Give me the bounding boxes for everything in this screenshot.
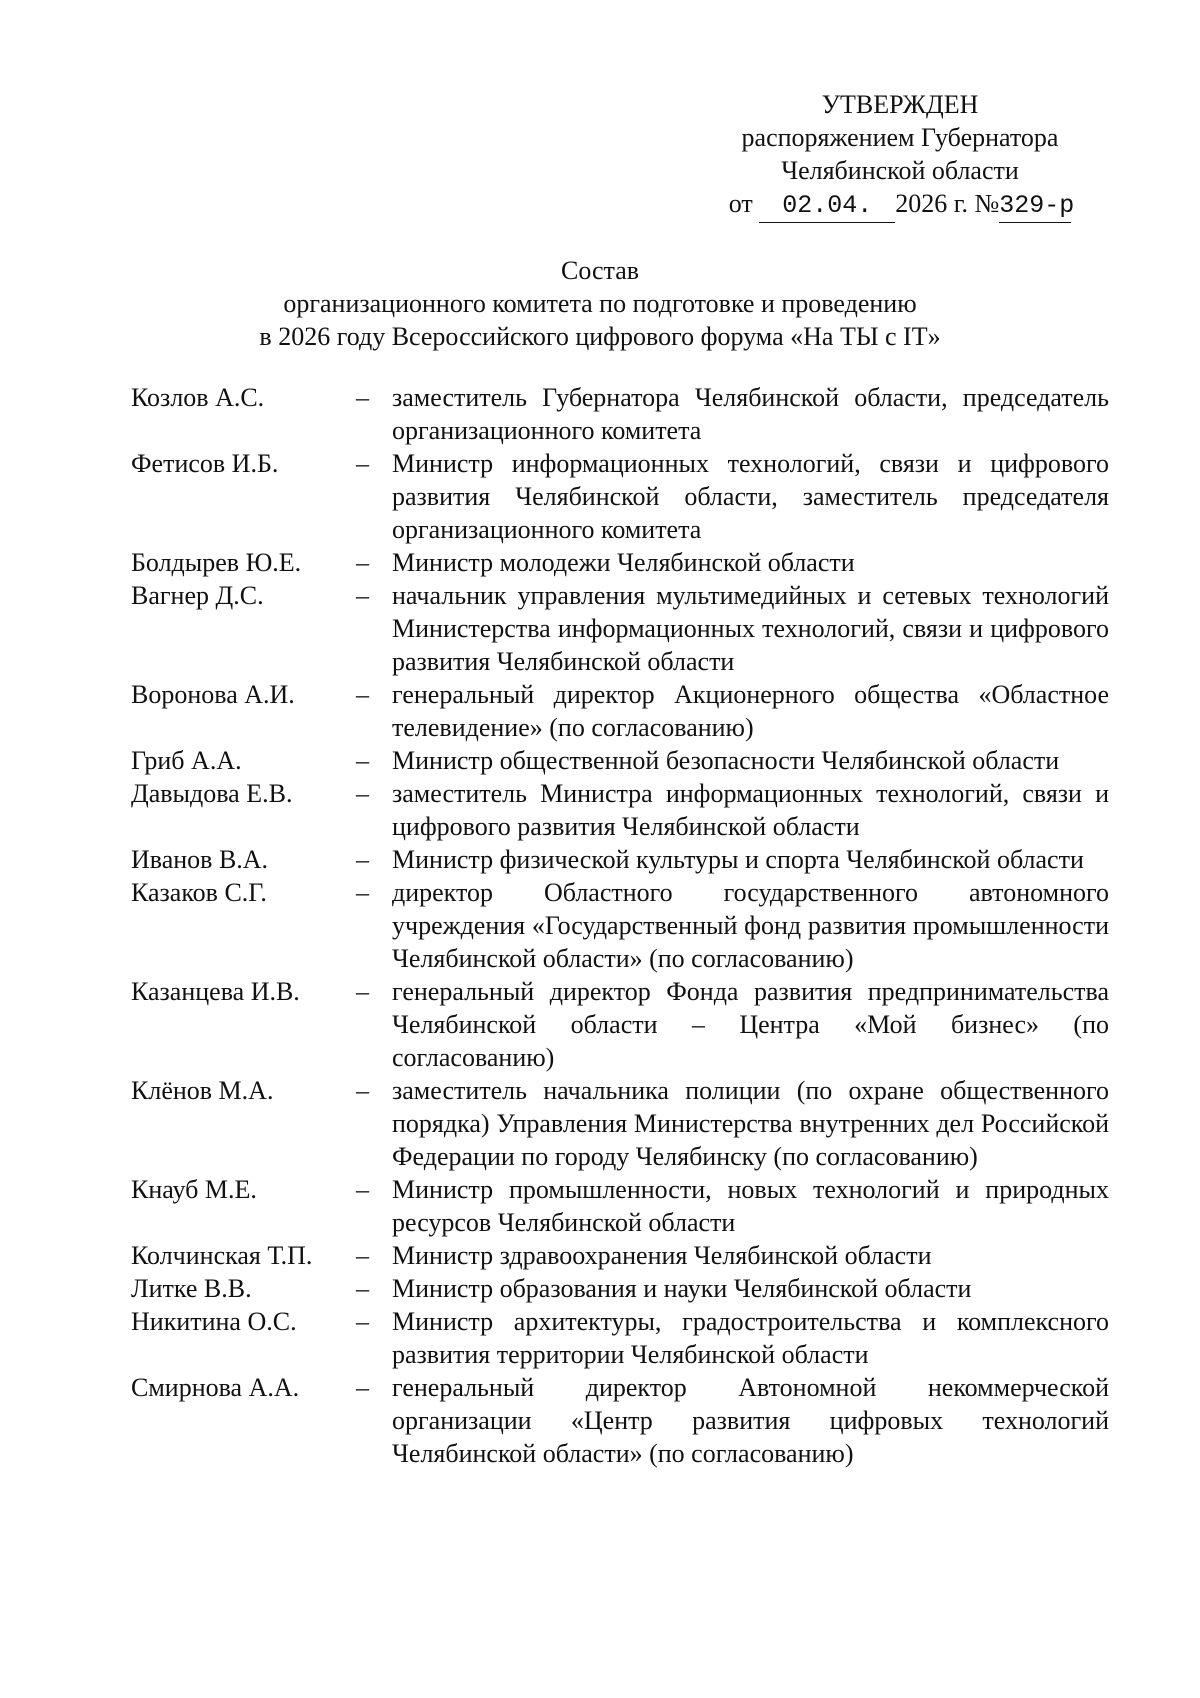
date-prefix: от [728,189,753,218]
member-row [131,1305,1109,1371]
member-row [131,1239,1109,1272]
member-dash: – [356,581,369,610]
approval-region: Челябинской области [781,156,1019,185]
member-row [131,777,1109,843]
member-name: Давыдова Е.В. [131,779,293,808]
member-role: генеральный директор Автономной некоммерческой организации «Центр развития цифровых технологий Челябинской области» (по согласованию) [392,1373,1109,1468]
member-dash: – [356,1241,369,1270]
approval-number: 329-р [999,189,1071,223]
member-name: Клёнов М.А. [131,1076,274,1105]
member-dash: – [356,1076,369,1105]
member-role: Министр промышленности, новых технологий и природных ресурсов Челябинской области [392,1175,1109,1237]
member-role: начальник управления мультимедийных и сетевых технологий Министерства информационных технологий, связи и цифрового развития Челябинской области [392,581,1109,676]
member-dash: – [356,845,369,874]
approval-authority: распоряжением Губернатора [741,123,1059,152]
member-list [131,381,1109,1470]
member-name: Вагнер Д.С. [131,581,264,610]
member-name: Литке В.В. [131,1274,252,1303]
member-row [131,678,1109,744]
approval-date-line [700,187,1100,223]
member-row [131,1272,1109,1305]
member-name: Казанцева И.В. [131,977,300,1006]
member-row [131,447,1109,546]
member-role: Министр молодежи Челябинской области [392,548,855,577]
member-name: Воронова А.И. [131,680,295,709]
member-role: генеральный директор Акционерного общества «Областное телевидение» (по согласованию) [392,680,1109,742]
member-dash: – [356,878,369,907]
member-row [131,744,1109,777]
member-role: Министр архитектуры, градостроительства и комплексного развития территории Челябинской области [392,1307,1109,1369]
member-row [131,843,1109,876]
member-name: Кнауб М.Е. [131,1175,257,1204]
member-role: Министр физической культуры и спорта Челябинской области [392,845,1084,874]
member-role: Министр здравоохранения Челябинской области [392,1241,932,1270]
title-line-1: Состав [560,256,640,285]
member-row [131,546,1109,579]
member-dash: – [356,977,369,1006]
member-name: Козлов А.С. [131,383,265,412]
member-row [131,579,1109,678]
approval-year: 2026 г. № [895,189,1000,218]
member-row [131,975,1109,1074]
title-line-2: организационного комитета по подготовке и проведению [283,289,917,318]
member-row [131,1074,1109,1173]
approval-heading: УТВЕРЖДЕН [821,90,979,119]
member-name: Колчинская Т.П. [131,1241,313,1270]
member-dash: – [356,449,369,478]
member-row [131,1371,1109,1470]
member-name: Смирнова А.А. [131,1373,300,1402]
member-name: Иванов В.А. [131,845,269,874]
member-name: Никитина О.С. [131,1307,297,1336]
member-dash: – [356,1274,369,1303]
member-dash: – [356,548,369,577]
member-role: Министр образования и науки Челябинской области [392,1274,972,1303]
member-role: директор Областного государственного автономного учреждения «Государственный фонд развития промышленности Челябинской области» (по согласованию) [392,878,1109,973]
member-dash: – [356,1373,369,1402]
title-line-3: в 2026 году Всероссийского цифрового форума «На ТЫ с IT» [259,322,941,351]
member-dash: – [356,383,369,412]
member-role: заместитель начальника полиции (по охране общественного порядка) Управления Министерства внутренних дел Российской Федерации по городу Челябинску (по согласованию) [392,1076,1109,1171]
member-dash: – [356,746,369,775]
member-name: Фетисов И.Б. [131,449,279,478]
member-dash: – [356,1307,369,1336]
approval-stamp [700,88,1100,223]
member-name: Казаков С.Г. [131,878,267,907]
member-role: заместитель Губернатора Челябинской области, председатель организационного комитета [392,383,1109,445]
member-role: генеральный директор Фонда развития предпринимательства Челябинской области – Центра «Мой бизнес» (по согласованию) [392,977,1109,1072]
member-role: Министр информационных технологий, связи и цифрового развития Челябинской области, заместитель председателя организационного комитета [392,449,1109,544]
member-dash: – [356,680,369,709]
member-role: заместитель Министра информационных технологий, связи и цифрового развития Челябинской области [392,779,1109,841]
member-name: Гриб А.А. [131,746,242,775]
member-row [131,876,1109,975]
member-row [131,1173,1109,1239]
member-role: Министр общественной безопасности Челябинской области [392,746,1060,775]
member-dash: – [356,1175,369,1204]
document-title [160,254,1040,353]
member-name: Болдырев Ю.Е. [131,548,302,577]
member-dash: – [356,779,369,808]
member-row [131,381,1109,447]
approval-date: 02.04. [759,189,895,223]
